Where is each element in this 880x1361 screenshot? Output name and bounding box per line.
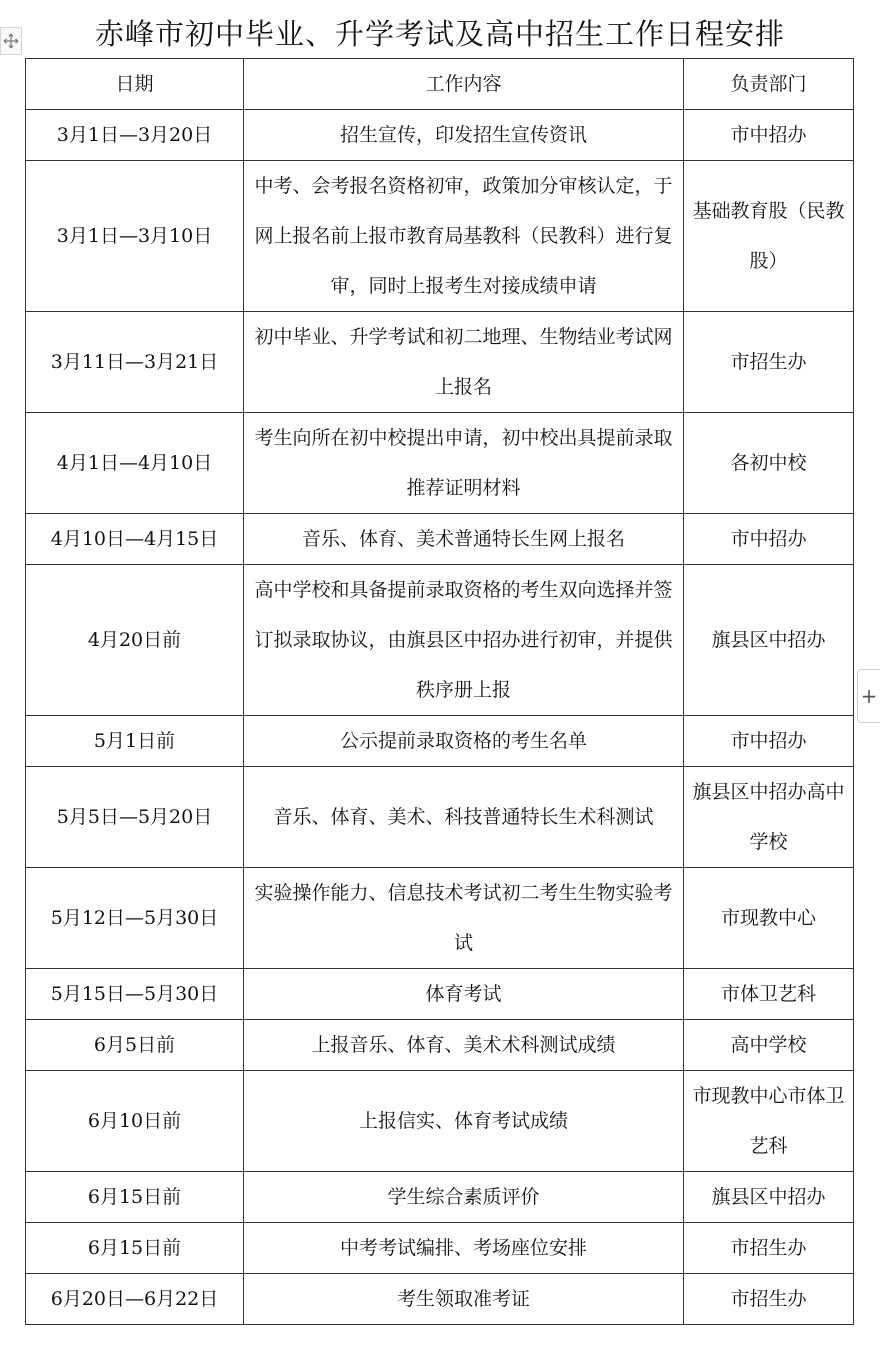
cell-content[interactable]: 中考考试编排、考场座位安排	[244, 1223, 684, 1274]
table-row	[26, 868, 854, 969]
cell-content[interactable]: 体育考试	[244, 969, 684, 1020]
cell-date[interactable]: 4月1日—4月10日	[26, 413, 244, 514]
cell-date[interactable]: 6月10日前	[26, 1071, 244, 1172]
cell-date[interactable]: 4月20日前	[26, 565, 244, 716]
cell-dept[interactable]: 市中招办	[684, 514, 854, 565]
cell-content[interactable]: 初中毕业、升学考试和初二地理、生物结业考试网上报名	[244, 312, 684, 413]
cell-date[interactable]: 3月1日—3月10日	[26, 161, 244, 312]
table-row	[26, 1172, 854, 1223]
cell-dept[interactable]: 旗县区中招办高中学校	[684, 767, 854, 868]
cell-date[interactable]: 6月15日前	[26, 1172, 244, 1223]
cell-dept[interactable]: 市现教中心市体卫艺科	[684, 1071, 854, 1172]
cell-date[interactable]: 6月15日前	[26, 1223, 244, 1274]
cell-dept[interactable]: 旗县区中招办	[684, 565, 854, 716]
header-dept[interactable]: 负责部门	[684, 59, 854, 110]
add-row-button[interactable]: +	[857, 669, 880, 723]
cell-content[interactable]: 实验操作能力、信息技术考试初二考生生物实验考试	[244, 868, 684, 969]
cell-date[interactable]: 5月15日—5月30日	[26, 969, 244, 1020]
cell-date[interactable]: 3月1日—3月20日	[26, 110, 244, 161]
cell-content[interactable]: 学生综合素质评价	[244, 1172, 684, 1223]
cell-content[interactable]: 音乐、体育、美术普通特长生网上报名	[244, 514, 684, 565]
cell-date[interactable]: 4月10日—4月15日	[26, 514, 244, 565]
table-header-row	[26, 59, 854, 110]
table-row	[26, 565, 854, 716]
four-arrow-move-icon	[3, 33, 19, 49]
cell-date[interactable]: 5月1日前	[26, 716, 244, 767]
cell-content[interactable]: 上报音乐、体育、美术术科测试成绩	[244, 1020, 684, 1071]
table-row	[26, 1274, 854, 1325]
table-move-handle[interactable]	[0, 27, 22, 55]
table-row	[26, 1223, 854, 1274]
cell-date[interactable]: 5月5日—5月20日	[26, 767, 244, 868]
cell-date[interactable]: 6月5日前	[26, 1020, 244, 1071]
table-row	[26, 1071, 854, 1172]
cell-dept[interactable]: 市中招办	[684, 716, 854, 767]
cell-dept[interactable]: 基础教育股（民教股）	[684, 161, 854, 312]
cell-dept[interactable]: 市体卫艺科	[684, 969, 854, 1020]
cell-date[interactable]: 6月20日—6月22日	[26, 1274, 244, 1325]
cell-dept[interactable]: 市现教中心	[684, 868, 854, 969]
table-row	[26, 969, 854, 1020]
cell-dept[interactable]: 高中学校	[684, 1020, 854, 1071]
table-row	[26, 1020, 854, 1071]
cell-dept[interactable]: 市中招办	[684, 110, 854, 161]
header-content[interactable]: 工作内容	[244, 59, 684, 110]
cell-content[interactable]: 上报信实、体育考试成绩	[244, 1071, 684, 1172]
cell-date[interactable]: 5月12日—5月30日	[26, 868, 244, 969]
cell-dept[interactable]: 市招生办	[684, 1223, 854, 1274]
cell-content[interactable]: 招生宣传，印发招生宣传资讯	[244, 110, 684, 161]
cell-date[interactable]: 3月11日—3月21日	[26, 312, 244, 413]
header-date[interactable]: 日期	[26, 59, 244, 110]
cell-content[interactable]: 公示提前录取资格的考生名单	[244, 716, 684, 767]
table-row	[26, 514, 854, 565]
table-row	[26, 413, 854, 514]
cell-content[interactable]: 音乐、体育、美术、科技普通特长生术科测试	[244, 767, 684, 868]
cell-content[interactable]: 考生领取准考证	[244, 1274, 684, 1325]
cell-content[interactable]: 中考、会考报名资格初审，政策加分审核认定，于网上报名前上报市教育局基教科（民教科）进行复审，同时上报考生对接成绩申请	[244, 161, 684, 312]
table-row	[26, 716, 854, 767]
cell-dept[interactable]: 旗县区中招办	[684, 1172, 854, 1223]
schedule-table	[25, 58, 854, 1325]
cell-dept[interactable]: 市招生办	[684, 312, 854, 413]
cell-dept[interactable]: 市招生办	[684, 1274, 854, 1325]
table-row	[26, 110, 854, 161]
cell-dept[interactable]: 各初中校	[684, 413, 854, 514]
table-row	[26, 767, 854, 868]
cell-content[interactable]: 考生向所在初中校提出申请，初中校出具提前录取推荐证明材料	[244, 413, 684, 514]
table-row	[26, 161, 854, 312]
table-row	[26, 312, 854, 413]
cell-content[interactable]: 高中学校和具备提前录取资格的考生双向选择并签订拟录取协议，由旗县区中招办进行初审，并提供秩序册上报	[244, 565, 684, 716]
document-title: 赤峰市初中毕业、升学考试及高中招生工作日程安排	[94, 17, 785, 51]
